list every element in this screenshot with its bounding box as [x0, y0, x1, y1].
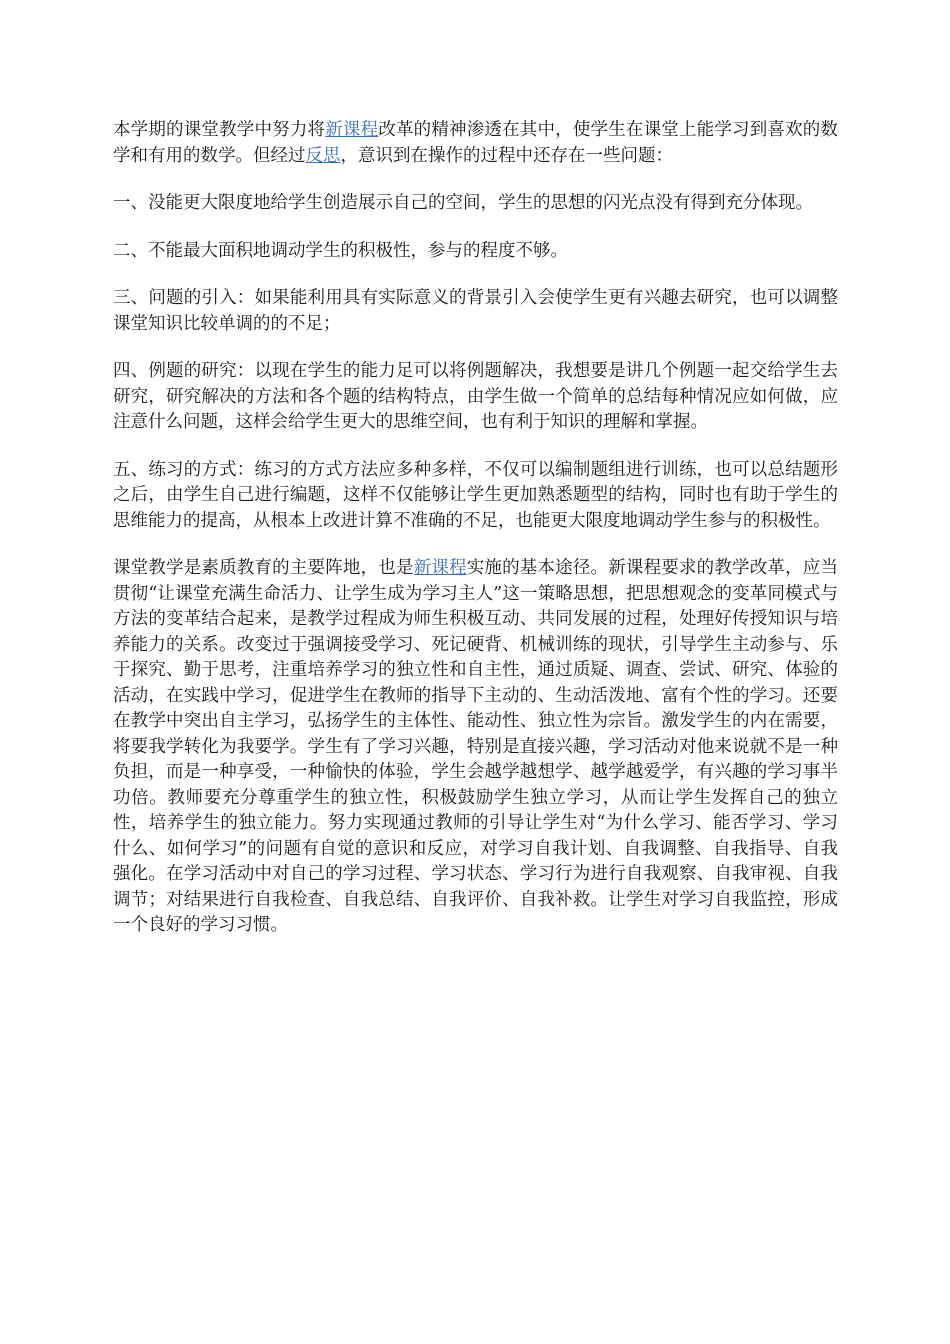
problem-item-5: 五、练习的方式：练习的方式方法应多种多样，不仅可以编制题组进行训练，也可以总结题形之后，由学生自己进行编题，这样不仅能够让学生更加熟悉题型的结构，同时也有助于学生的思维能力的提高，从根本上改进计算不准确的不足，也能更大限度地调动学生参与的积极性。: [113, 459, 838, 531]
new-curriculum-link-2[interactable]: 新课程: [413, 558, 467, 578]
intro-text-2: 改革的精神渗透在其中，使学生在课堂上能学习到喜欢的数学和有用的数学。但经过: [113, 120, 838, 166]
reflection-link[interactable]: 反思: [305, 145, 341, 166]
problem-item-3: 三、问题的引入：如果能利用具有实际意义的背景引入会使学生更有兴趣去研究，也可以调整课堂知识比较单调的的不足；: [113, 288, 838, 334]
problem-item-2: 二、不能最大面积地调动学生的积极性，参与的程度不够。: [113, 240, 568, 261]
intro-text-3: ，意识到在操作的过程中还存在一些问题：: [340, 145, 673, 166]
conclusion-text-1: 课堂教学是素质教育的主要阵地，也是: [113, 558, 414, 578]
intro-text-1: 本学期的课堂教学中努力将: [113, 120, 326, 140]
conclusion-paragraph: [113, 556, 838, 939]
problem-item-4: 四、例题的研究：以现在学生的能力足可以将例题解决，我想要是讲几个例题一起交给学生去研究，研究解决的方法和各个题的结构特点，由学生做一个简单的总结每种情况应如何做，应注意什么问题，这样会给学生更大的思维空间，也有利于知识的理解和掌握。: [113, 361, 838, 432]
document-body: [113, 118, 838, 961]
new-curriculum-link[interactable]: 新课程: [325, 120, 379, 140]
conclusion-text-2: 实施的基本途径。新课程要求的教学改革，应当贯彻“让课堂充满生命活力、让学生成为学习主人”这一策略思想，把思想观念的变革同模式与方法的变革结合起来，是教学过程成为师生积极互动、共同发展的过程，处理好传授知识与培养能力的关系。改变过于强调接受学习、死记硬背、机械训练的现状，引导学生主动参与、乐于探究、勤于思考，注重培养学习的独立性和自主性，通过质疑、调查、尝试、研究、体验的活动，在实践中学习，促进学生在教师的指导下主动的、生动活泼地、富有个性的学习。还要在教学中突出自主学习，弘扬学生的主体性、能动性、独立性为宗旨。激发学生的内在需要，将要我学转化为我要学。学生有了学习兴趣，特别是直接兴趣，学习活动对他来说就不是一种负担，而是一种享受，一种愉快的体验，学生会越学越想学、越学越爱学，有兴趣的学习事半功倍。教师要充分尊重学生的独立性，积极鼓励学生独立学习，从而让学生发挥自己的独立性，培养学生的独立能力。努力实现通过教师的引导让学生对“为什么学习、能否学习、学习什么、如何学习”的问题有自觉的意识和反应，对学习自我计划、自我调整、自我指导、自我强化。在学习活动中对自己的学习过程、学习状态、学习行为进行自我观察、自我审视、自我调节；对结果进行自我检查、自我总结、自我评价、自我补救。让学生对学习自我监控，形成一个良好的学习习惯。: [113, 558, 838, 935]
intro-paragraph: [113, 118, 838, 169]
problem-item-1: 一、没能更大限度地给学生创造展示自己的空间，学生的思想的闪光点没有得到充分体现。: [113, 193, 813, 213]
